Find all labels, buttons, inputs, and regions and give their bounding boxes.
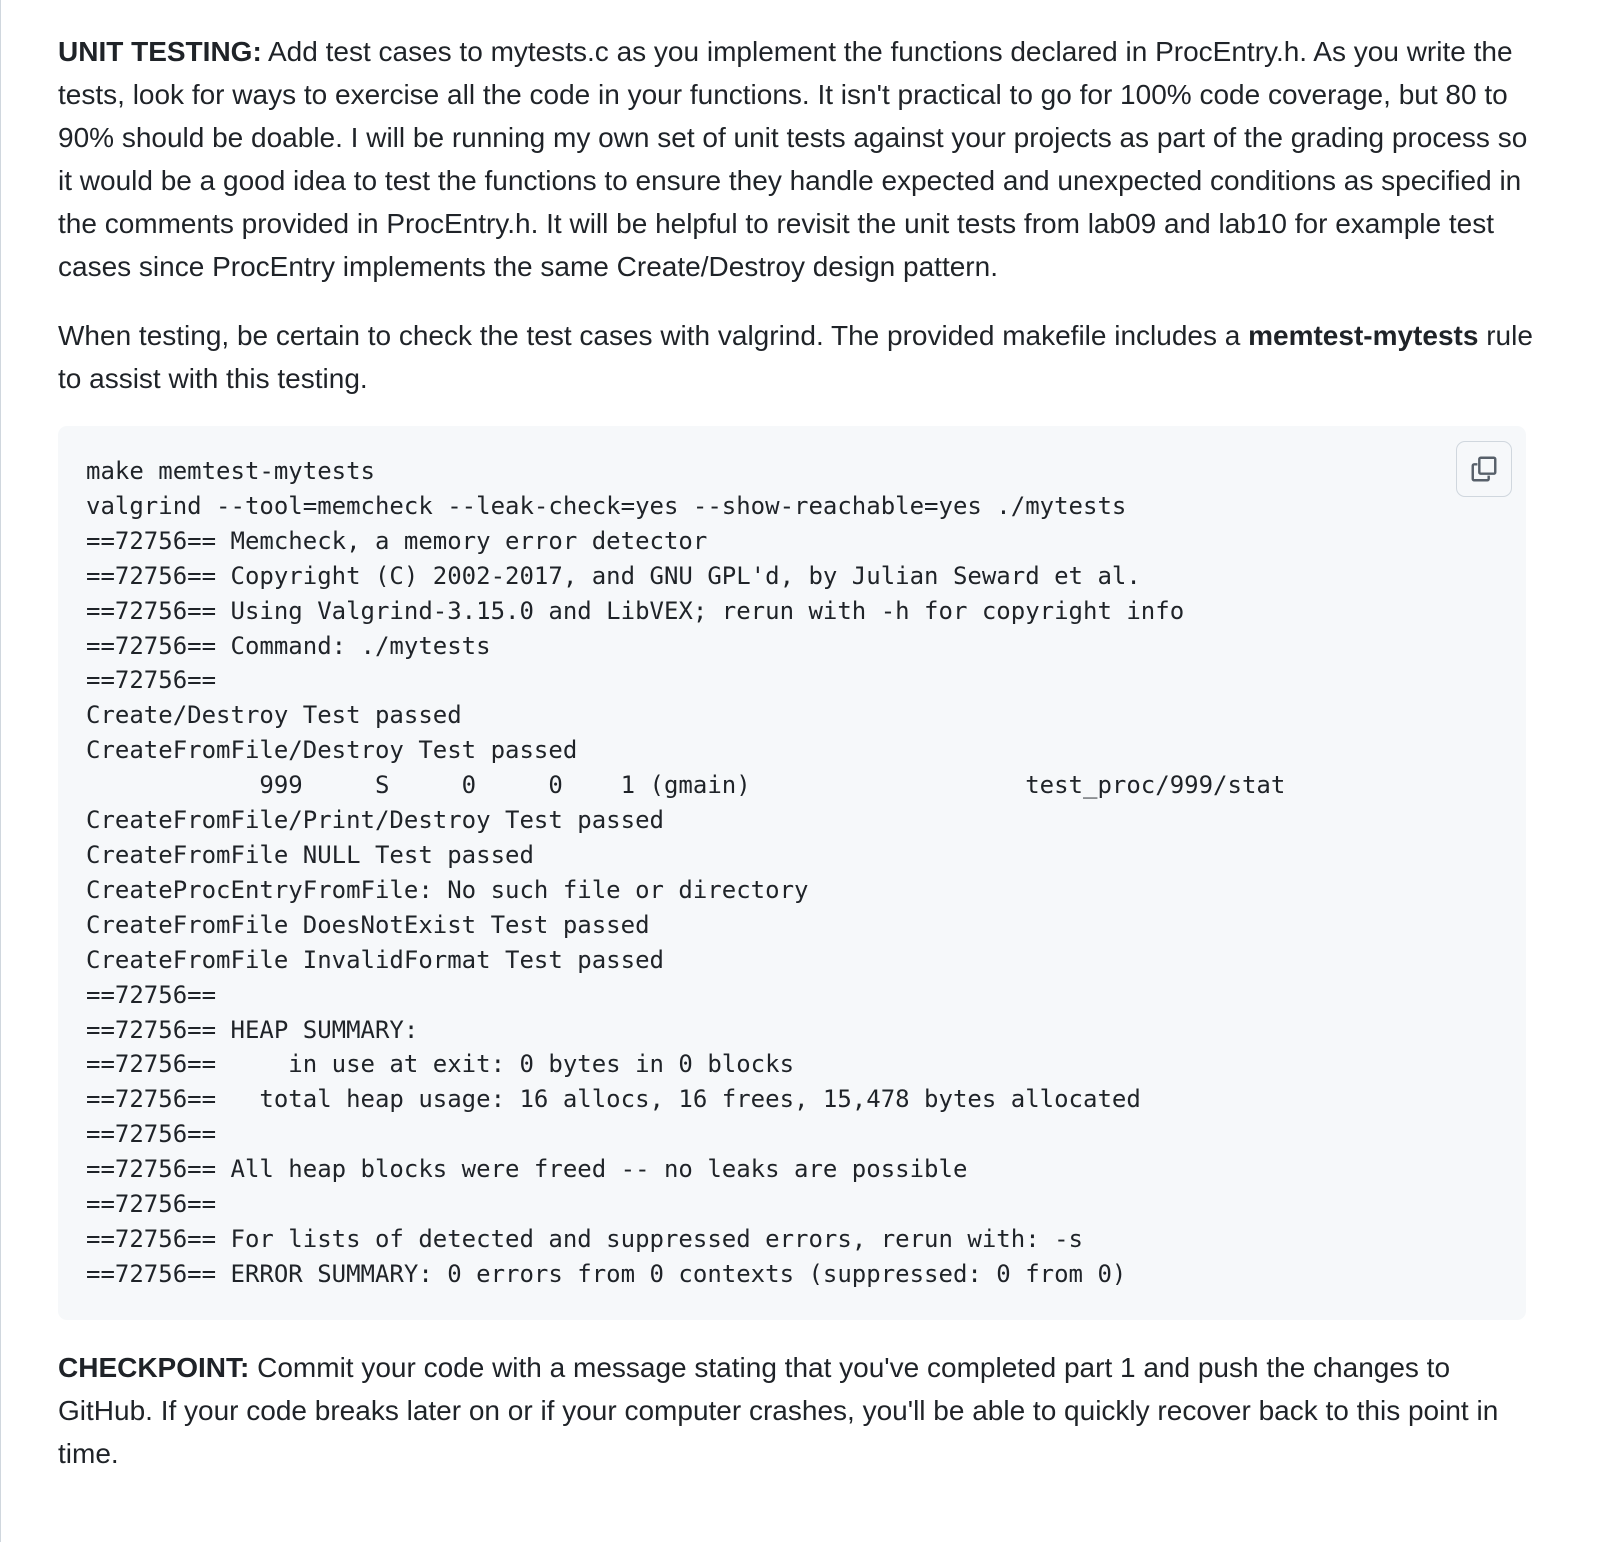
- code-line: ==72756== ERROR SUMMARY: 0 errors from 0 contexts (suppressed: 0 from 0): [86, 1259, 1127, 1288]
- code-line: CreateFromFile DoesNotExist Test passed: [86, 910, 650, 939]
- unit-testing-text: Add test cases to mytests.c as you implement the functions declared in ProcEntry.h. As you write the tests, look for ways to exercise all the code in your functions. It isn't practical to go for 100% code coverage, but 80 to 90% should be doable. I will be running my own set of unit tests against your projects as part of the grading process so it would be a good idea to test the functions to ensure they handle expected and unexpected conditions as specified in the comments provided in ProcEntry.h. It will be helpful to revisit the unit tests from lab09 and lab10 for example test cases since ProcEntry implements the same Create/Destroy design pattern.: [58, 36, 1528, 282]
- checkpoint-paragraph: [58, 1346, 1538, 1475]
- code-line: ==72756== Command: ./mytests: [86, 631, 491, 660]
- code-line: ==72756== Memcheck, a memory error detector: [86, 526, 708, 555]
- valgrind-text-before: When testing, be certain to check the test cases with valgrind. The provided makefile includes a: [58, 320, 1249, 351]
- code-block: [58, 426, 1526, 1320]
- code-line: ==72756== Copyright (C) 2002-2017, and GNU GPL'd, by Julian Seward et al.: [86, 561, 1141, 590]
- code-line: ==72756== Using Valgrind-3.15.0 and LibVEX; rerun with -h for copyright info: [86, 596, 1185, 625]
- memtest-rule-name: memtest-mytests: [1248, 320, 1479, 351]
- code-line: ==72756== All heap blocks were freed -- no leaks are possible: [86, 1155, 968, 1184]
- checkpoint-text: Commit your code with a message stating that you've completed part 1 and push the changes to GitHub. If your code breaks later on or if your computer crashes, you'll be able to quickly recover back to this point in time.: [58, 1351, 1499, 1469]
- code-line: CreateFromFile InvalidFormat Test passed: [86, 945, 664, 974]
- code-line: ==72756== For lists of detected and suppressed errors, rerun with: -s: [86, 1224, 1083, 1253]
- left-border: [0, 0, 1, 1542]
- copy-icon: [1469, 454, 1499, 484]
- checkpoint-label: CHECKPOINT:: [58, 1351, 250, 1383]
- code-line: ==72756==: [86, 1120, 217, 1149]
- unit-testing-paragraph: [58, 30, 1538, 288]
- document-content: [58, 30, 1538, 1475]
- code-line: CreateFromFile/Destroy Test passed: [86, 736, 578, 765]
- code-line: CreateFromFile NULL Test passed: [86, 840, 534, 869]
- code-line: make memtest-mytests: [86, 457, 375, 485]
- copy-button[interactable]: [1456, 441, 1512, 497]
- code-line: valgrind --tool=memcheck --leak-check=yes --show-reachable=yes ./mytests: [86, 491, 1127, 520]
- code-line: CreateProcEntryFromFile: No such file or directory: [86, 875, 809, 904]
- code-line: ==72756== HEAP SUMMARY:: [86, 1015, 419, 1044]
- code-line: ==72756== in use at exit: 0 bytes in 0 blocks: [86, 1050, 795, 1079]
- code-line: ==72756==: [86, 666, 217, 695]
- unit-testing-label: UNIT TESTING:: [58, 36, 262, 67]
- code-line: CreateFromFile/Print/Destroy Test passed: [86, 806, 664, 835]
- code-line: 999 S 0 0 1 (gmain) test_proc/999/stat: [86, 771, 1286, 800]
- code-line: Create/Destroy Test passed: [86, 701, 462, 730]
- code-line: ==72756== total heap usage: 16 allocs, 16 frees, 15,478 bytes allocated: [86, 1085, 1141, 1114]
- code-line: ==72756==: [86, 980, 217, 1009]
- valgrind-paragraph: [58, 314, 1538, 400]
- code-line: ==72756==: [86, 1190, 217, 1219]
- valgrind-text-after: rule to assist with this testing.: [58, 320, 1533, 394]
- code-output[interactable]: [86, 454, 1526, 1292]
